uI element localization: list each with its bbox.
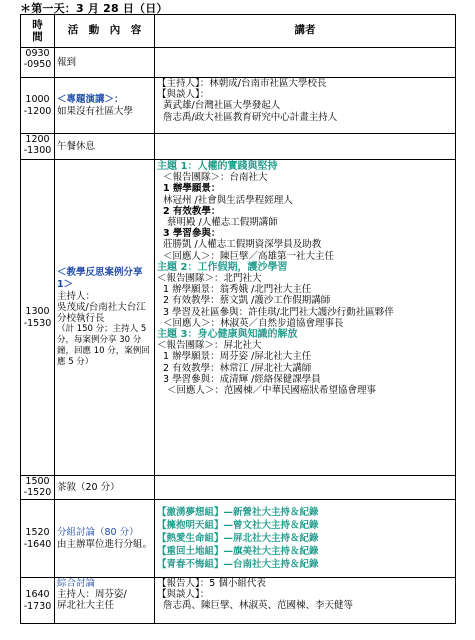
time-start: 1000 [25, 94, 50, 106]
header-activity: 活 動 內 容 [55, 15, 155, 48]
theme-item: 3 學習參與：成清輝 /經絡保健課學員 [163, 373, 321, 385]
activity-cell [55, 500, 155, 578]
table-row [21, 500, 456, 578]
header-speakers: 講者 [155, 15, 456, 48]
activity-line: 屏北社大主任 [57, 600, 115, 612]
report-team: ＜報告團隊＞：北門社大 [157, 273, 262, 285]
group-item: 【重回土地組】—旗美社大主持＆紀錄 [157, 546, 319, 557]
group-item: 【激湧夢想組】—新營社大主持＆紀錄 [157, 507, 319, 518]
activity-line: 主持人：周芬姿/ [57, 589, 127, 601]
time-end: -0950 [23, 59, 52, 71]
time-start: 1520 [25, 527, 50, 539]
table-row [21, 578, 456, 624]
table-row [21, 134, 456, 160]
time-cell [21, 476, 55, 500]
time-start: 0930 [25, 48, 50, 59]
time-end: -1640 [23, 538, 52, 550]
speakers-cell [155, 134, 456, 160]
activity-text: 茶敘（20 分） [57, 481, 120, 493]
activity-line: 主持人： [57, 290, 96, 302]
speaker-line: 【與談人】： [157, 89, 210, 101]
time-end: -1730 [23, 600, 52, 612]
time-start: 1500 [25, 476, 50, 487]
table-row [21, 476, 456, 500]
speakers-cell [155, 160, 456, 476]
time-cell [21, 160, 55, 476]
theme-title: 主題 1：人權的實踐與堅持 [157, 161, 278, 172]
time-end: -1300 [23, 145, 52, 157]
theme-item: 1 辦學願景： [163, 183, 221, 195]
theme-item: 林冠州 /社會與生活學程經理人 [163, 194, 293, 206]
activity-text: 報到 [57, 56, 77, 68]
time-end: -1200 [23, 105, 52, 117]
time-cell [21, 500, 55, 578]
time-end: -1530 [23, 317, 52, 329]
report-team: ＜報告團隊＞：台南社大 [163, 172, 268, 184]
table-row [21, 78, 456, 134]
activity-cell [55, 48, 155, 78]
activity-cell [55, 160, 155, 476]
activity-title: ＜教學反思案例分享 1＞ [57, 266, 143, 290]
theme-item: 2 有效教學： [163, 205, 221, 217]
activity-title: 分組討論（80 分） [57, 527, 139, 539]
speakers-cell [155, 500, 456, 578]
activity-cell [55, 134, 155, 160]
time-start: 1300 [25, 306, 50, 318]
report-team: ＜報告團隊＞：屏北社大 [157, 340, 262, 352]
speakers-cell [155, 48, 456, 78]
speaker-line: 詹志禹、陳巨擘、林淑英、范國棟、李天健等 [163, 600, 354, 612]
schedule-table [20, 14, 456, 624]
theme-item: 蔡明殿 /人權志工假期講師 [167, 217, 278, 229]
activity-cell [55, 578, 155, 624]
theme-item: 2 有效教學：蔡文凱 /護沙工作假期講師 [163, 295, 331, 307]
time-cell [21, 134, 55, 160]
time-end: -1520 [23, 487, 52, 499]
activity-cell [55, 78, 155, 134]
respondent: ＜回應人＞：范國棟／中華民國癌狀希望協會理事 [167, 385, 377, 397]
speakers-cell [155, 578, 456, 624]
theme-item: 1 辦學願景：周芬姿 /屏北社大主任 [163, 351, 312, 363]
activity-title: ＜專題演講＞： [57, 94, 124, 106]
speakers-cell [155, 476, 456, 500]
activity-subtitle: 由主辦單位進行分組。 [57, 538, 153, 550]
theme-item: 3 學習參與： [163, 228, 221, 240]
time-cell [21, 48, 55, 78]
table-row [21, 160, 456, 476]
group-item: 【青春不悔組】—台南社大主持＆紀錄 [157, 559, 319, 570]
activity-text: 午餐休息 [57, 140, 96, 152]
theme-title: 主題 2：工作假期，護沙學習 [157, 261, 288, 273]
theme-item: 3 學習及社區參與：許佳琪/北門社大護沙行動社區夥伴 [163, 306, 394, 318]
respondent: ＜回應人＞：陳巨擘／高雄第一社大主任 [163, 250, 335, 262]
time-start: 1200 [25, 134, 50, 145]
speakers-cell [155, 78, 456, 134]
speaker-line: 【與談人】： [157, 589, 210, 601]
theme-title: 主題 3：身心健康與知識的解放 [157, 329, 298, 341]
activity-line: 吳茂成/台南社大台江分校執行長 [57, 301, 146, 325]
time-cell [21, 578, 55, 624]
header-time: 時 間 [21, 15, 55, 48]
activity-title: 綜合討論 [57, 578, 96, 589]
theme-item: 2 有效教學：林常江 /屏北社大講師 [163, 362, 312, 374]
group-item: 【擁抱明天組】—曾文社大主持＆紀錄 [157, 520, 319, 531]
table-row [21, 48, 456, 78]
group-item: 【熱愛生命組】—屏北社大主持＆紀錄 [157, 533, 319, 544]
speaker-line: 【主持人】：林朝成/台南市社區大學校長 [157, 78, 327, 89]
speaker-line: 【報告人】：5 個小組代表 [157, 578, 266, 589]
time-cell [21, 78, 55, 134]
activity-cell [55, 476, 155, 500]
speaker-line: 詹志禹/政大社區教育研究中心計畫主持人 [163, 111, 338, 123]
activity-note: （計 150 分；主持人 5 分，每案例分享 30 分鐘，回應 10 分，案例回應 5 分） [57, 324, 150, 368]
theme-item: 1 辦學願景：翁秀娥 /北門社大主任 [163, 284, 312, 296]
day-title: ＊第一天：3 月 28 日（日） [20, 2, 168, 15]
activity-subtitle: 如果沒有社區大學 [57, 105, 134, 117]
respondent: ＜回應人＞：林淑英／自然步道協會理事長 [163, 317, 344, 329]
speaker-line: 黃武雄/台灣社區大學發起人 [163, 100, 281, 112]
theme-item: 莊勝凱 /人權志工假期資深學員及助教 [163, 239, 322, 251]
time-start: 1640 [25, 589, 50, 601]
table-header-row [21, 15, 456, 48]
